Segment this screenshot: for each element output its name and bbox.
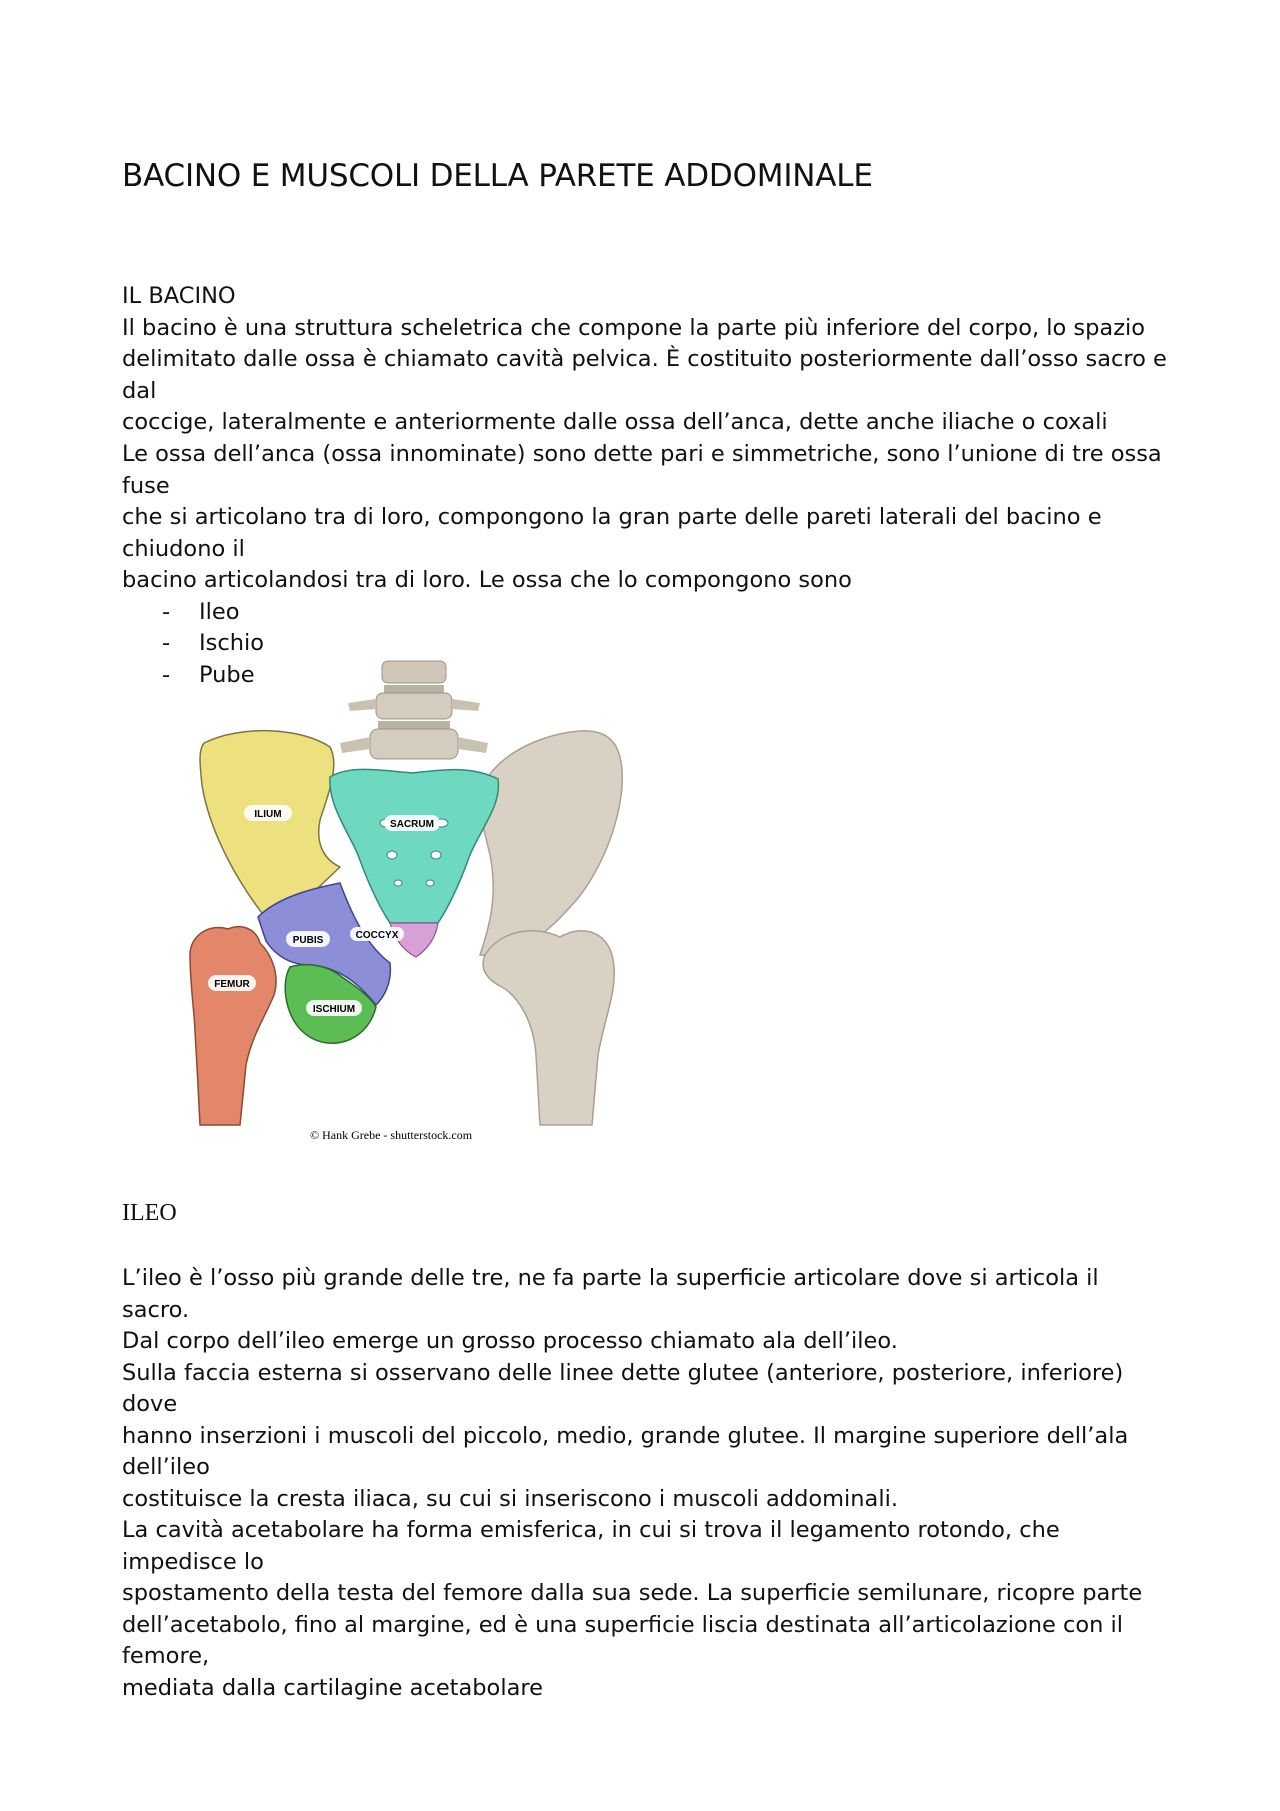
list-marker: - xyxy=(162,630,171,656)
list-item-label: Ischio xyxy=(199,630,265,656)
ossa-line: bacino articolandosi tra di loro. Le ossa che lo compongono sono xyxy=(122,567,852,593)
list-item-label: Ileo xyxy=(199,598,240,625)
left-femur-shape xyxy=(190,927,276,1125)
right-femur-shape xyxy=(483,931,614,1125)
pelvis-illustration xyxy=(180,655,650,1145)
ileo-line: L’ileo è l’osso più grande delle tre, ne fa parte la superficie articolare dove si articola il sacro. xyxy=(122,1265,1099,1323)
ileo-section xyxy=(122,1263,1172,1704)
ileo-line: dell’acetabolo, fino al margine, ed è una superficie liscia destinata all’articolazione con il femore, xyxy=(122,1611,1124,1669)
bacino-line: Il bacino è una struttura scheletrica che compone la parte più inferiore del corpo, lo spazio xyxy=(122,314,1146,341)
list-marker: - xyxy=(162,598,171,625)
document-title: BACINO E MUSCOLI DELLA PARETE ADDOMINALE xyxy=(122,158,873,194)
lumbar-vertebrae xyxy=(340,661,488,759)
ileo-heading: ILEO xyxy=(122,1200,177,1226)
right-ilium-shape xyxy=(478,731,622,955)
bacino-heading: IL BACINO xyxy=(122,283,236,309)
list-item-label: Pube xyxy=(199,661,255,688)
label-coccyx: COCCYX xyxy=(355,930,399,941)
list-marker: - xyxy=(162,661,171,688)
bacino-line: delimitato dalle ossa è chiamato cavità pelvica. È costituito posteriormente dall’osso sacro e dal xyxy=(122,346,1167,404)
list-item xyxy=(122,597,1172,629)
sacrum-shape xyxy=(330,769,499,923)
label-femur: FEMUR xyxy=(214,979,250,990)
bacino-line: coccige, lateralmente e anteriormente dalle ossa dell’anca, dette anche iliache o coxali xyxy=(122,409,1108,435)
ileo-line: costituisce la cresta iliaca, su cui si inseriscono i muscoli addominali. xyxy=(122,1485,898,1512)
ossa-section xyxy=(122,439,1172,691)
image-credit: © Hank Grebe - shutterstock.com xyxy=(310,1128,473,1142)
ossa-line: che si articolano tra di loro, compongono la gran parte delle pareti laterali del bacino e chiudono il xyxy=(122,504,1102,562)
label-pubis: PUBIS xyxy=(292,935,324,946)
ileo-line: Dal corpo dell’ileo emerge un grosso processo chiamato ala dell’ileo. xyxy=(122,1328,898,1354)
ileo-line: hanno inserzioni i muscoli del piccolo, medio, grande glutee. Il margine superiore dell’ala dell’ileo xyxy=(122,1422,1129,1480)
label-sacrum: SACRUM xyxy=(390,819,434,830)
ileo-line: La cavità acetabolare ha forma emisferica, in cui si trova il legamento rotondo, che impedisce lo xyxy=(122,1517,1060,1575)
bacino-section xyxy=(122,281,1172,439)
label-ischium: ISCHIUM xyxy=(312,1004,356,1015)
ileo-line: mediata dalla cartilagine acetabolare xyxy=(122,1674,543,1701)
ossa-line: Le ossa dell’anca (ossa innominate) sono dette pari e simmetriche, sono l’unione di tre ossa fuse xyxy=(122,441,1162,499)
label-ilium: ILIUM xyxy=(254,809,282,820)
pelvis-svg xyxy=(180,655,650,1145)
ileo-line: spostamento della testa del femore dalla sua sede. La superficie semilunare, ricopre parte xyxy=(122,1580,1143,1606)
ileo-line: Sulla faccia esterna si osservano delle linee dette glutee (anteriore, posteriore, inferiore) dove xyxy=(122,1359,1124,1417)
